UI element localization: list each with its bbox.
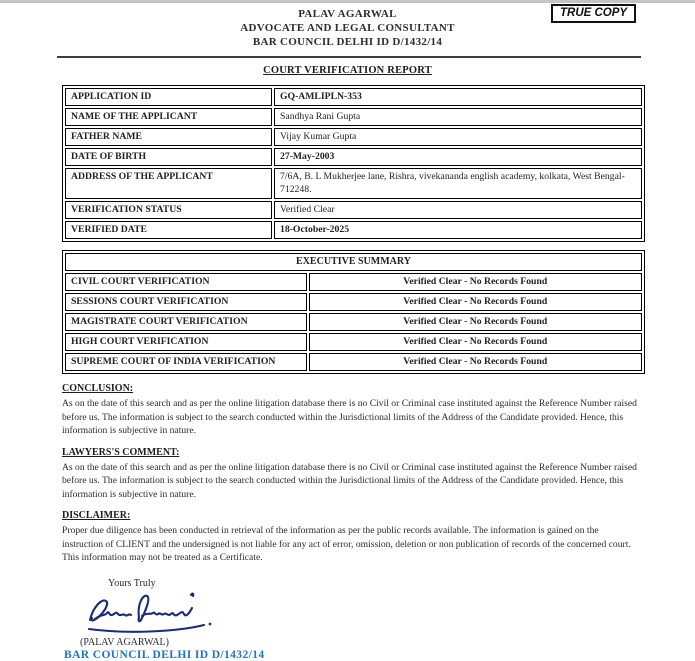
row-label: NAME OF THE APPLICANT [65, 108, 272, 126]
table-row [65, 108, 642, 126]
row-value: 7/6A, B. L Mukherjee lane, Rishra, vivekananda english academy, kolkata, West Bengal-712248. [274, 168, 642, 199]
advocate-bar-id: BAR COUNCIL DELHI ID D/1432/14 [252, 36, 443, 48]
table-row [65, 148, 642, 166]
table-row [65, 88, 642, 106]
section-body-conclusion: As on the date of this search and as per the online litigation database there is no Civil or Criminal case instituted against the Reference Number raised before us. The information is subject to the search conducted within the Jurisdictional limits of the Address of the Candidate provided. Hence, this information is subjective in nature. [62, 398, 637, 436]
true-copy-stamp: TRUE COPY [551, 4, 636, 23]
section-body-lawyers-comment: As on the date of this search and as per the online litigation database there is no Civil or Criminal case instituted against the Reference Number raised before us. The information is subject to the search conducted within the Jurisdictional limits of the Address of the Candidate provided. Hence, this information is subjective in nature. [62, 461, 637, 500]
section-heading-conclusion: CONCLUSION: [62, 383, 134, 394]
row-value: Verified Clear [274, 201, 642, 219]
row-value: 18-October-2025 [274, 221, 642, 239]
report-title: COURT VERIFICATION REPORT [263, 65, 432, 76]
row-value: Verified Clear - No Records Found [309, 333, 643, 351]
table-row [65, 221, 642, 239]
row-label: DATE OF BIRTH [65, 148, 272, 166]
table-row [65, 293, 642, 311]
table-row [65, 168, 642, 199]
report-sections [62, 383, 642, 565]
row-label: HIGH COURT VERIFICATION [65, 333, 307, 351]
advocate-title: ADVOCATE AND LEGAL CONSULTANT [240, 22, 455, 34]
table-row [65, 313, 642, 331]
row-value: Verified Clear - No Records Found [309, 353, 643, 371]
signatory-name: (PALAV AGARWAL) [80, 636, 169, 648]
row-value: Vijay Kumar Gupta [274, 128, 642, 146]
handwritten-signature [84, 591, 236, 637]
row-value: 27-May-2003 [274, 148, 642, 166]
section-heading-disclaimer: DISCLAIMER: [62, 510, 131, 521]
row-label: SUPREME COURT OF INDIA VERIFICATION [65, 353, 307, 371]
row-label: VERIFIED DATE [65, 221, 272, 239]
row-label: ADDRESS OF THE APPLICANT [65, 168, 272, 199]
row-value: Verified Clear - No Records Found [309, 273, 643, 291]
table-row [65, 253, 642, 271]
table-row [65, 353, 642, 371]
section-body-disclaimer: Proper due diligence has been conducted in retrieval of the information as per the public records available. The information is gained on the instruction of CLIENT and the undersigned is not liable for any act of error, omission, deletion or non publication of records of the concerned court. This information may not be treated as a Certificate. [62, 525, 631, 563]
applicant-details-table [62, 85, 645, 242]
executive-summary-table [62, 250, 645, 374]
closing-text: Yours Truly [108, 577, 156, 589]
section-heading-lawyers-comment: LAWYERS'S COMMENT: [62, 446, 180, 458]
row-value: GQ-AMLIPLN-353 [274, 88, 642, 106]
row-label: APPLICATION ID [65, 88, 272, 106]
row-label: FATHER NAME [65, 128, 272, 146]
advocate-name: PALAV AGARWAL [298, 8, 397, 20]
row-label: VERIFICATION STATUS [65, 201, 272, 219]
window-top-edge [0, 0, 695, 3]
row-value: Verified Clear - No Records Found [309, 293, 643, 311]
row-label: CIVIL COURT VERIFICATION [65, 273, 307, 291]
header-divider [57, 56, 641, 58]
row-value: Verified Clear - No Records Found [309, 313, 643, 331]
summary-title: EXECUTIVE SUMMARY [65, 253, 642, 271]
row-label: SESSIONS COURT VERIFICATION [65, 293, 307, 311]
table-row [65, 333, 642, 351]
table-row [65, 128, 642, 146]
table-row [65, 273, 642, 291]
table-row [65, 201, 642, 219]
bar-council-id-line: BAR COUNCIL DELHI ID D/1432/14 [64, 648, 265, 661]
row-value: Sandhya Rani Gupta [274, 108, 642, 126]
row-label: MAGISTRATE COURT VERIFICATION [65, 313, 307, 331]
